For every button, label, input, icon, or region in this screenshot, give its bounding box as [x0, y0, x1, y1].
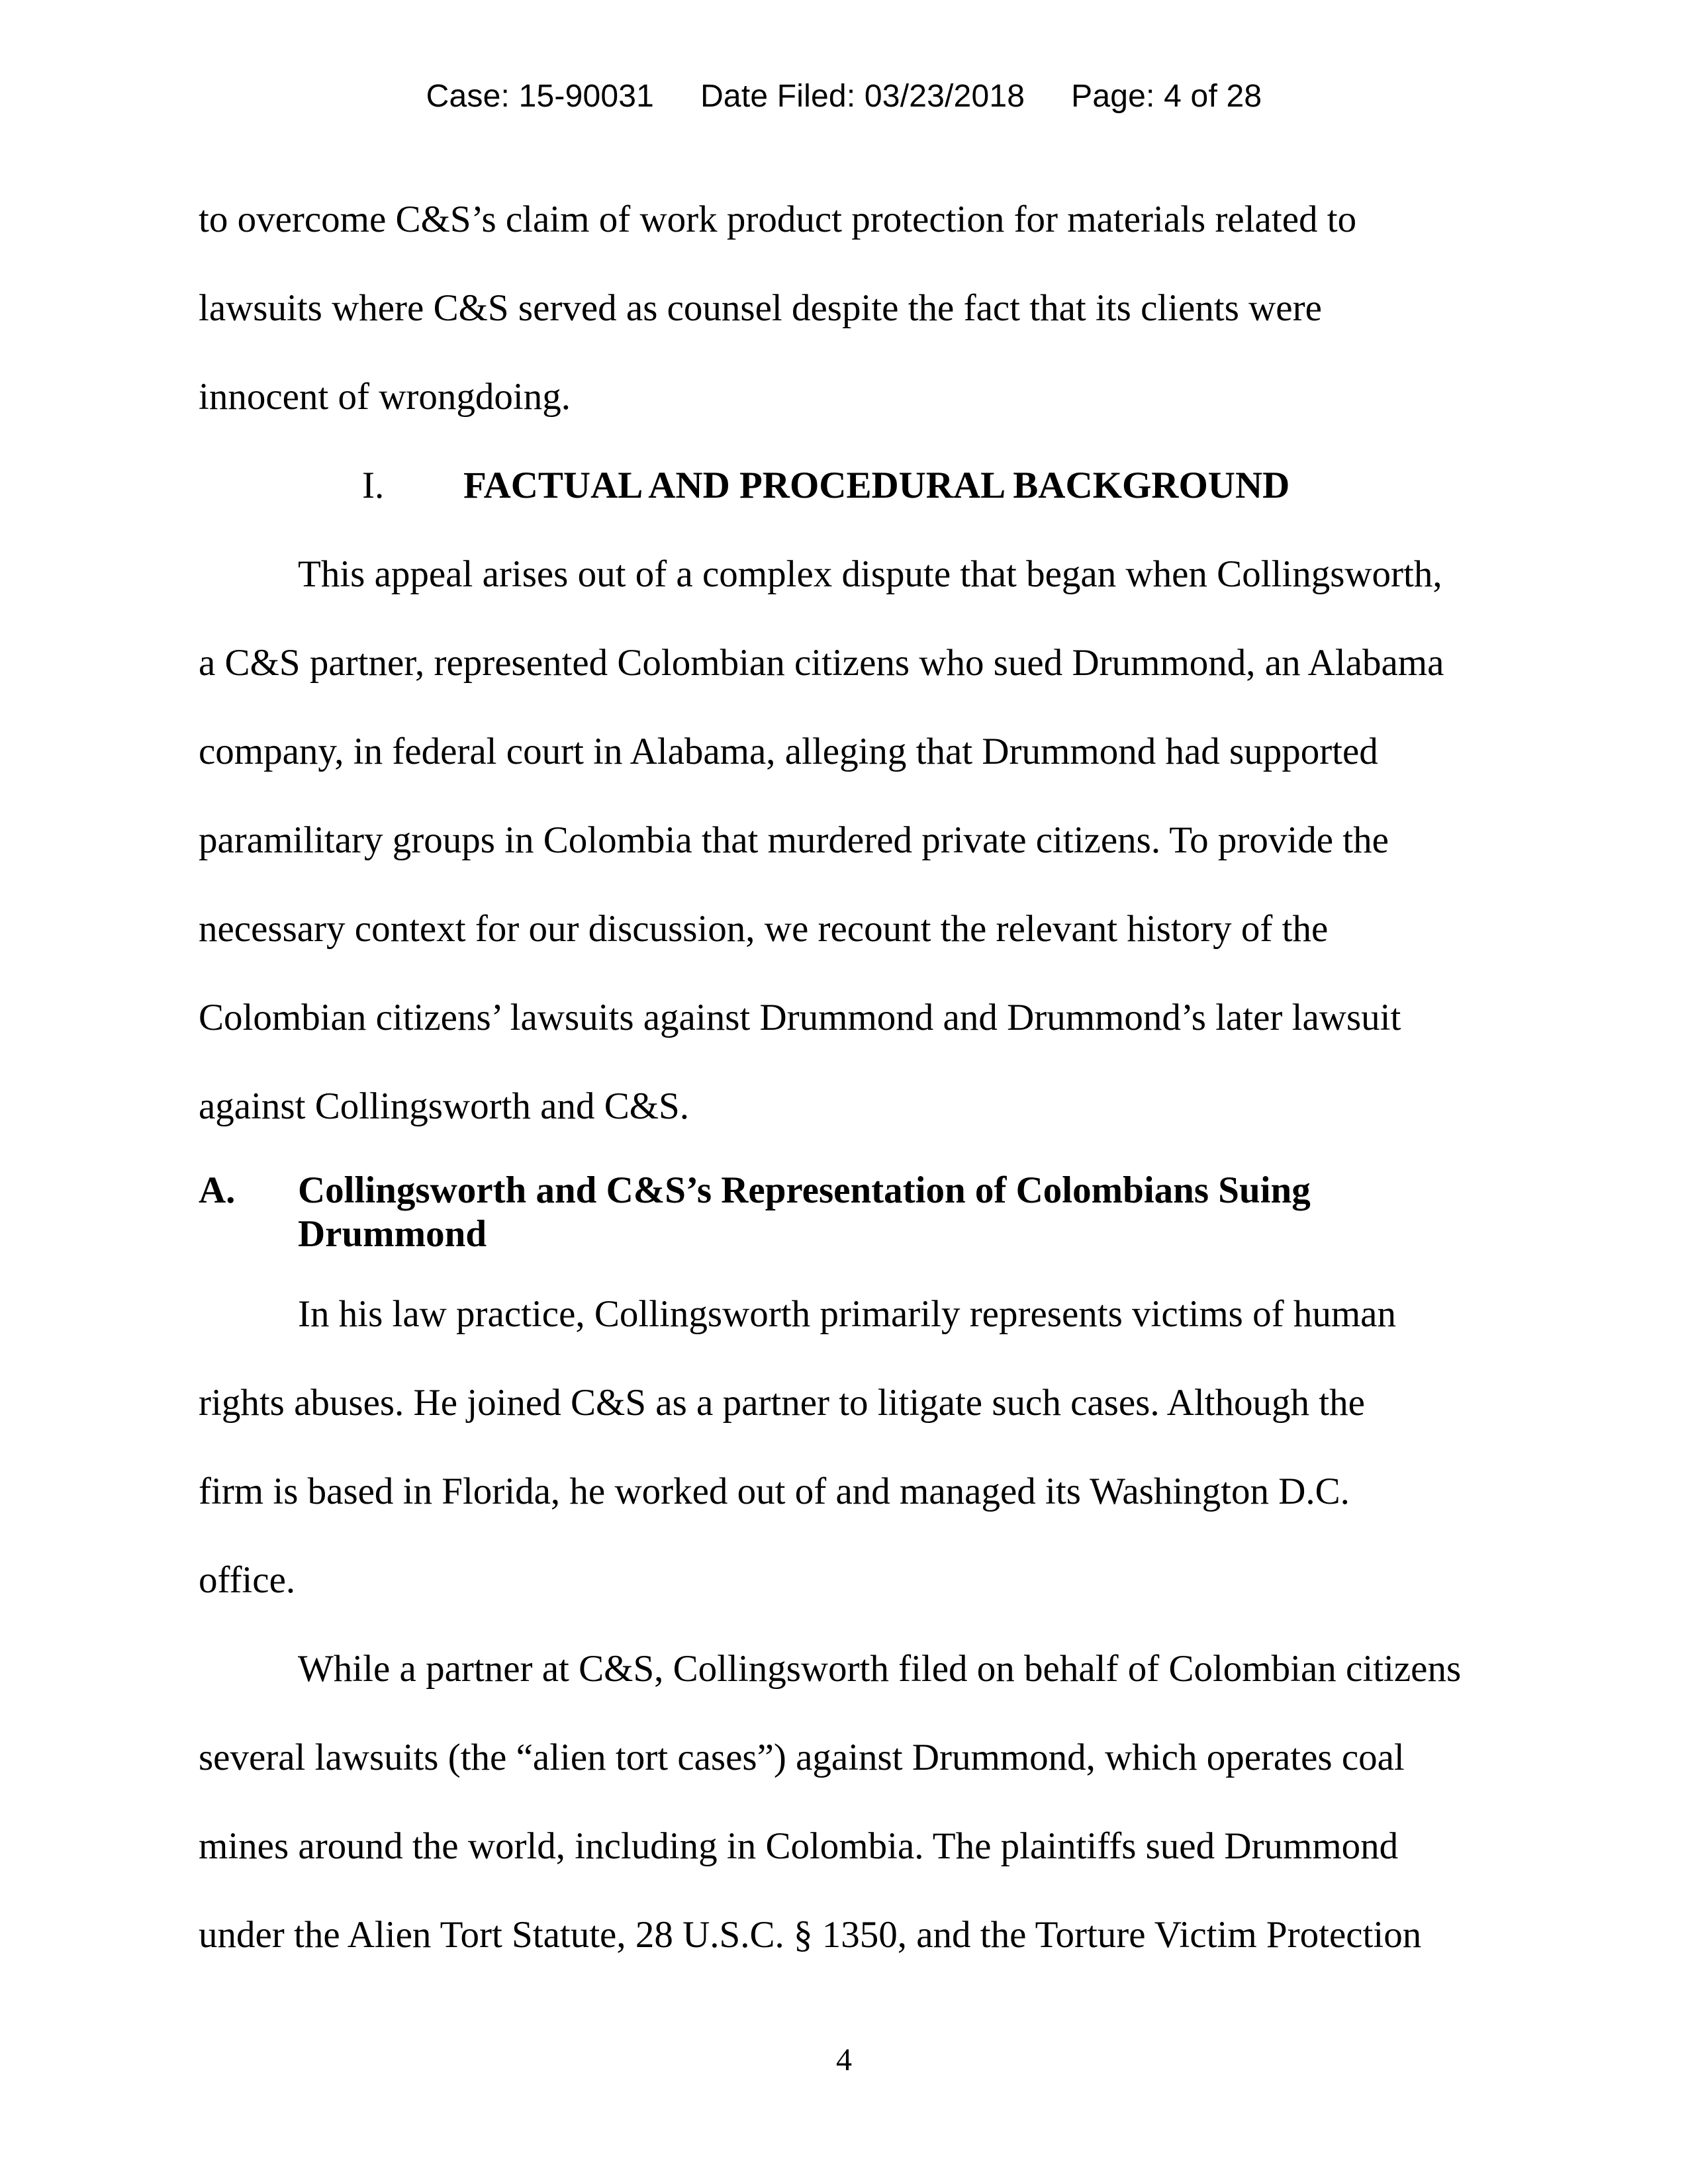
date-filed: Date Filed: 03/23/2018	[700, 79, 1025, 114]
text-line: several lawsuits (the “alien tort cases”) against Drummond, which operates coal	[199, 1737, 1405, 1778]
page-number: 4	[836, 2042, 852, 2077]
text-line: This appeal arises out of a complex dispute that began when Collingsworth,	[298, 553, 1442, 595]
text-line: a C&S partner, represented Colombian citizens who sued Drummond, an Alabama	[199, 642, 1444, 684]
text-line: against Collingsworth and C&S.	[199, 1085, 689, 1127]
text-line: mines around the world, including in Colombia. The plaintiffs sued Drummond	[199, 1825, 1399, 1867]
text-line: firm is based in Florida, he worked out of and managed its Washington D.C.	[199, 1471, 1350, 1512]
text-line: lawsuits where C&S served as counsel despite the fact that its clients were	[199, 287, 1322, 329]
subheading-title-line2: Drummond	[298, 1213, 487, 1255]
text-line: office.	[199, 1559, 296, 1601]
text-line: innocent of wrongdoing.	[199, 376, 571, 418]
text-line: rights abuses. He joined C&S as a partner to litigate such cases. Although the	[199, 1382, 1365, 1424]
text-line: Colombian citizens’ lawsuits against Drummond and Drummond’s later lawsuit	[199, 997, 1401, 1038]
text-line: While a partner at C&S, Collingsworth filed on behalf of Colombian citizens	[298, 1648, 1462, 1690]
section-heading: FACTUAL AND PROCEDURAL BACKGROUND	[463, 465, 1290, 506]
subheading-letter: A.	[199, 1169, 236, 1211]
text-line: under the Alien Tort Statute, 28 U.S.C. § 1350, and the Torture Victim Protection	[199, 1914, 1422, 1956]
section-number: I.	[362, 465, 385, 506]
text-line: paramilitary groups in Colombia that murdered private citizens. To provide the	[199, 819, 1389, 861]
case-header	[0, 78, 1688, 114]
subheading-title-line1: Collingsworth and C&S’s Representation of Colombians Suing	[298, 1169, 1311, 1211]
text-line: company, in federal court in Alabama, alleging that Drummond had supported	[199, 731, 1378, 772]
text-line: In his law practice, Collingsworth primarily represents victims of human	[298, 1293, 1396, 1335]
case-number: Case: 15-90031	[426, 79, 655, 114]
text-line: necessary context for our discussion, we recount the relevant history of the	[199, 908, 1329, 950]
text-line: to overcome C&S’s claim of work product protection for materials related to	[199, 199, 1357, 240]
page-count: Page: 4 of 28	[1071, 79, 1262, 114]
